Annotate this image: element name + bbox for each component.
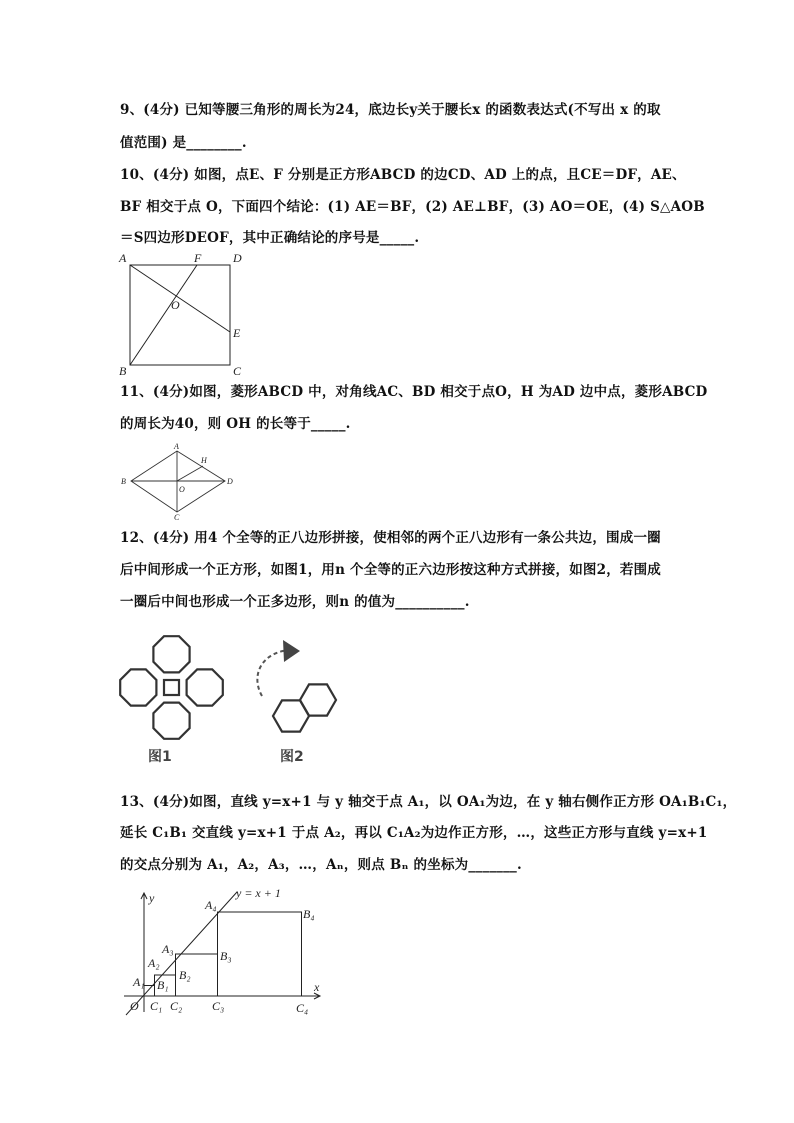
q13-label-c2: C₂ [170, 999, 183, 1013]
q10-figure-square [130, 265, 230, 365]
q13-text-line1: 13、(4分)如图，直线 y=x+1 与 y 轴交于点 A₁，以 OA₁为边，在 y 轴右侧作正方形 OA₁B₁C₁， [120, 794, 737, 810]
q10-label-e: E [233, 326, 241, 340]
q11-figure-rhombus [131, 451, 225, 512]
q13-label-y: y [149, 891, 155, 905]
q13-text-line2: 延长 C₁B₁ 交直线 y=x+1 于点 A₂，再以 C₁A₂为边作正方形，…，这些正方形与直线 y=x+1 [120, 825, 708, 841]
q12-text-line3: 一圈后中间也形成一个正多边形，则n 的值为__________. [120, 594, 470, 610]
octagon [120, 669, 156, 705]
q10-text-line3: ＝S四边形DEOF，其中正确结论的序号是_____. [120, 230, 420, 246]
q12-figure1-octagons [120, 636, 223, 739]
q12-center-square [164, 680, 179, 695]
q11-text-line2: 的周长为40，则 OH 的长等于_____. [120, 416, 351, 432]
q13-label-b3: B₃ [220, 949, 232, 963]
q13-label-a4: A₄ [205, 898, 217, 912]
q13-label-c3: C₃ [212, 999, 225, 1013]
q13-label-b1: B₁ [157, 978, 169, 992]
q11-label-b: B [121, 477, 126, 486]
q10-label-f: F [194, 251, 202, 265]
q13-label-c1: C₁ [150, 999, 163, 1013]
octagon [187, 669, 223, 705]
q13-line-label: y = x + 1 [236, 886, 281, 900]
q10-label-c: C [233, 364, 242, 378]
q12-figure1-caption: 图1 [148, 749, 172, 765]
q10-text-line1: 10、(4分) 如图，点E、F 分别是正方形ABCD 的边CD、AD 上的点，且CE＝DF，AE、 [120, 167, 686, 183]
q12-text-line2: 后中间形成一个正方形，如图1，用n 个全等的正六边形按这种方式拼接，如图2，若围成 [120, 562, 662, 578]
q10-text-line2: BF 相交于点 O，下面四个结论：(1) AE＝BF，(2) AE⊥BF，(3) AO＝OE，(4) S△AOB [120, 199, 705, 215]
octagon [153, 703, 189, 739]
q11-label-d: D [227, 477, 233, 486]
hexagon [273, 700, 309, 731]
q13-label-a1: A₁ [133, 975, 145, 989]
q9-text-line1: 9、(4分) 已知等腰三角形的周长为24，底边长y关于腰长x 的函数表达式(不写出 x 的取 [120, 102, 661, 118]
q13-label-a3: A₃ [162, 942, 174, 956]
q13-label-x: x [314, 980, 320, 994]
q10-label-o: O [171, 298, 180, 312]
q11-label-h: H [201, 456, 207, 465]
q13-label-b2: B₂ [179, 968, 191, 982]
octagon [153, 636, 189, 672]
q12-figure2-caption: 图2 [280, 749, 304, 765]
q11-label-c: C [174, 513, 180, 522]
q10-label-d: D [233, 251, 242, 265]
q12-text-line1: 12、(4分) 用4 个全等的正八边形拼接，使相邻的两个正八边形有一条公共边，围成一圈 [120, 530, 661, 546]
q12-figure2-hexagons [273, 684, 336, 731]
q9-text-line2: 值范围) 是________. [120, 135, 247, 151]
q13-label-o: O [130, 999, 139, 1013]
q13-label-a2: A₂ [148, 956, 160, 970]
q13-text-line3: 的交点分别为 A₁，A₂，A₃，…，Aₙ，则点 Bₙ 的坐标为_______. [120, 857, 522, 873]
q11-text-line1: 11、(4分)如图，菱形ABCD 中，对角线AC、BD 相交于点O，H 为AD 边中点，菱形ABCD [120, 384, 708, 400]
q11-label-a: A [174, 442, 179, 451]
q10-label-b: B [119, 364, 127, 378]
q11-label-o: O [179, 485, 185, 494]
q13-label-b4: B₄ [303, 907, 315, 921]
arrow-head-icon [283, 640, 300, 662]
q13-label-c4: C₄ [296, 1001, 309, 1015]
q10-label-a: A [119, 251, 127, 265]
